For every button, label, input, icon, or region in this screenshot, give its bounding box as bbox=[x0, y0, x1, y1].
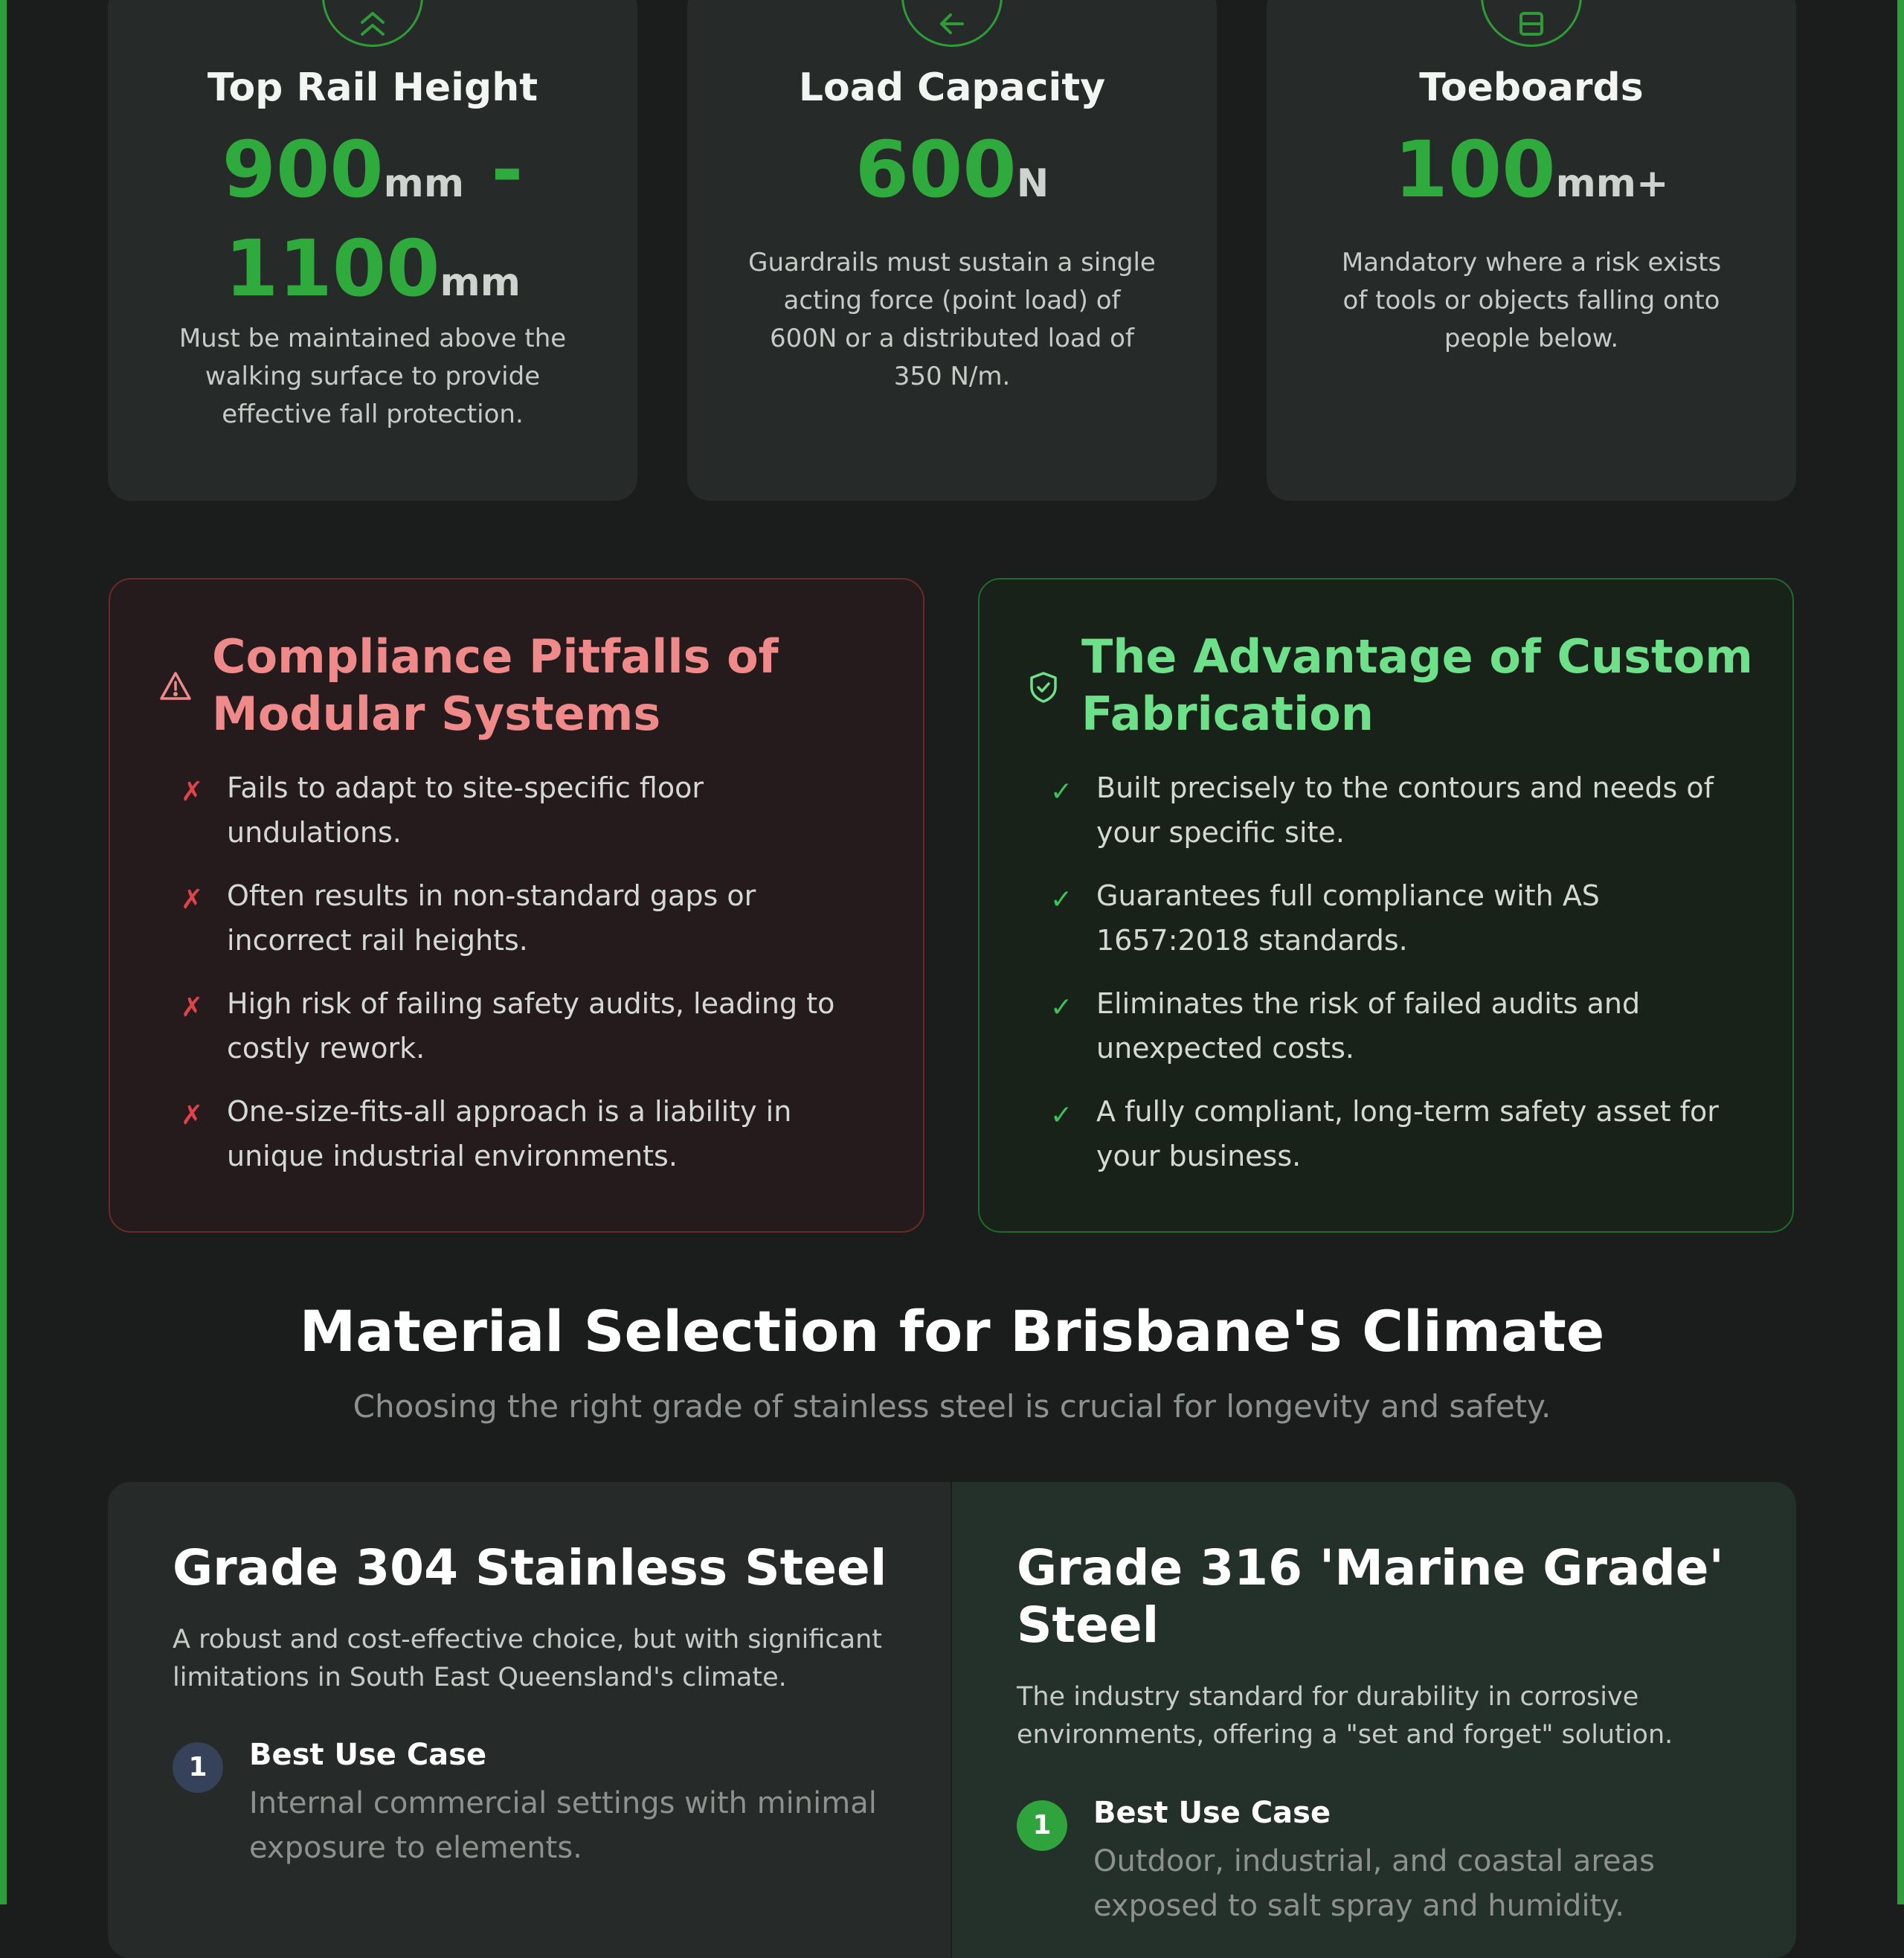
advantages-list bbox=[1050, 765, 1734, 1197]
list-item-text: Built precisely to the contours and needs of your specific site. bbox=[1096, 771, 1714, 849]
material-title: Grade 304 Stainless Steel bbox=[173, 1539, 887, 1596]
warning-icon bbox=[159, 671, 192, 704]
stat-value-number: 600 bbox=[855, 124, 1017, 215]
stat-card-top-rail-height bbox=[108, 0, 637, 501]
step-number-badge: 1 bbox=[173, 1742, 223, 1793]
section-title: Material Selection for Brisbane's Climate bbox=[299, 1298, 1605, 1364]
list-item bbox=[1050, 1089, 1734, 1197]
page-edge-right bbox=[1897, 0, 1904, 1904]
arrow-left-icon bbox=[901, 0, 1003, 47]
shield-check-icon bbox=[1029, 671, 1058, 707]
check-icon: ✓ bbox=[1050, 885, 1073, 915]
custom-fabrication-panel bbox=[978, 578, 1794, 1233]
section-subtitle: Choosing the right grade of stainless steel is crucial for longevity and safety. bbox=[353, 1388, 1551, 1425]
list-item-text: Eliminates the risk of failed audits and unexpected costs. bbox=[1096, 987, 1641, 1065]
stat-description: Guardrails must sustain a single acting force (point load) of 600N or a distributed load of 350 N/m. bbox=[748, 248, 1156, 391]
chevrons-up-icon bbox=[322, 0, 423, 47]
stat-card-load-capacity bbox=[687, 0, 1217, 501]
material-card-grade-304 bbox=[108, 1482, 952, 1958]
list-item-text: High risk of failing safety audits, leading to costly rework. bbox=[227, 987, 835, 1065]
cross-icon: ✗ bbox=[181, 992, 204, 1023]
list-item bbox=[1050, 981, 1734, 1089]
stat-value-unit: mm bbox=[440, 260, 521, 305]
stat-value-unit: mm bbox=[383, 161, 465, 206]
stat-value bbox=[1274, 124, 1789, 231]
pitfalls-title: Compliance Pitfalls of Modular Systems bbox=[212, 629, 779, 741]
list-item bbox=[1050, 765, 1734, 873]
list-item-text: Fails to adapt to site-specific floor undulations. bbox=[227, 771, 704, 849]
stat-value-number: 900 bbox=[222, 124, 384, 215]
cross-icon: ✗ bbox=[181, 1100, 204, 1131]
stat-value-unit: mm+ bbox=[1555, 161, 1669, 206]
material-description: A robust and cost-effective choice, but with significant limitations in South East Queensland's climate. bbox=[173, 1625, 882, 1692]
stat-value bbox=[695, 124, 1209, 231]
step-number-badge: 1 bbox=[1017, 1800, 1067, 1851]
material-card-grade-316 bbox=[952, 1482, 1796, 1958]
list-item bbox=[181, 981, 865, 1089]
check-icon: ✓ bbox=[1050, 992, 1073, 1023]
material-description: The industry standard for durability in corrosive environments, offering a "set and forget" solution. bbox=[1017, 1682, 1673, 1750]
list-item bbox=[1050, 873, 1734, 981]
list-item-text: Guarantees full compliance with AS 1657:2018 standards. bbox=[1096, 879, 1600, 957]
stat-title: Toeboards bbox=[1419, 65, 1644, 110]
stat-value-separator: - bbox=[464, 124, 524, 215]
feature-title: Best Use Case bbox=[249, 1738, 487, 1772]
stat-title: Top Rail Height bbox=[207, 65, 538, 110]
stat-title: Load Capacity bbox=[798, 65, 1106, 110]
cross-icon: ✗ bbox=[181, 777, 204, 807]
list-item bbox=[181, 1089, 865, 1197]
feature-text: Internal commercial settings with minimal exposure to elements. bbox=[249, 1786, 877, 1865]
advantages-title: The Advantage of Custom Fabrication bbox=[1081, 629, 1753, 741]
materials-comparison bbox=[108, 1482, 1796, 1958]
list-item-text: One-size-fits-all approach is a liability in unique industrial environments. bbox=[227, 1095, 792, 1172]
stat-value-number: 1100 bbox=[225, 223, 440, 314]
list-item bbox=[181, 873, 865, 981]
list-item-text: Often results in non-standard gaps or incorrect rail heights. bbox=[227, 879, 756, 957]
pitfalls-list bbox=[181, 765, 865, 1197]
board-icon bbox=[1481, 0, 1582, 47]
stat-description: Mandatory where a risk exists of tools or objects falling onto people below. bbox=[1341, 248, 1722, 353]
page-edge-left bbox=[0, 0, 7, 1904]
material-title: Grade 316 'Marine Grade' Steel bbox=[1017, 1539, 1724, 1654]
stat-card-toeboards bbox=[1267, 0, 1796, 501]
feature-title: Best Use Case bbox=[1093, 1796, 1331, 1830]
stat-value-number: 100 bbox=[1394, 124, 1556, 215]
stat-value bbox=[115, 124, 630, 330]
check-icon: ✓ bbox=[1050, 1100, 1073, 1131]
check-icon: ✓ bbox=[1050, 777, 1073, 807]
cross-icon: ✗ bbox=[181, 885, 204, 915]
stat-value-unit: N bbox=[1016, 161, 1049, 206]
list-item-text: A fully compliant, long-term safety asset for your business. bbox=[1096, 1095, 1719, 1172]
list-item bbox=[181, 765, 865, 873]
feature-text: Outdoor, industrial, and coastal areas exposed to salt spray and humidity. bbox=[1093, 1844, 1655, 1923]
compliance-pitfalls-panel bbox=[109, 578, 924, 1233]
stat-description: Must be maintained above the walking surface to provide effective fall protection. bbox=[178, 324, 567, 429]
stat-cards bbox=[108, 0, 1796, 501]
